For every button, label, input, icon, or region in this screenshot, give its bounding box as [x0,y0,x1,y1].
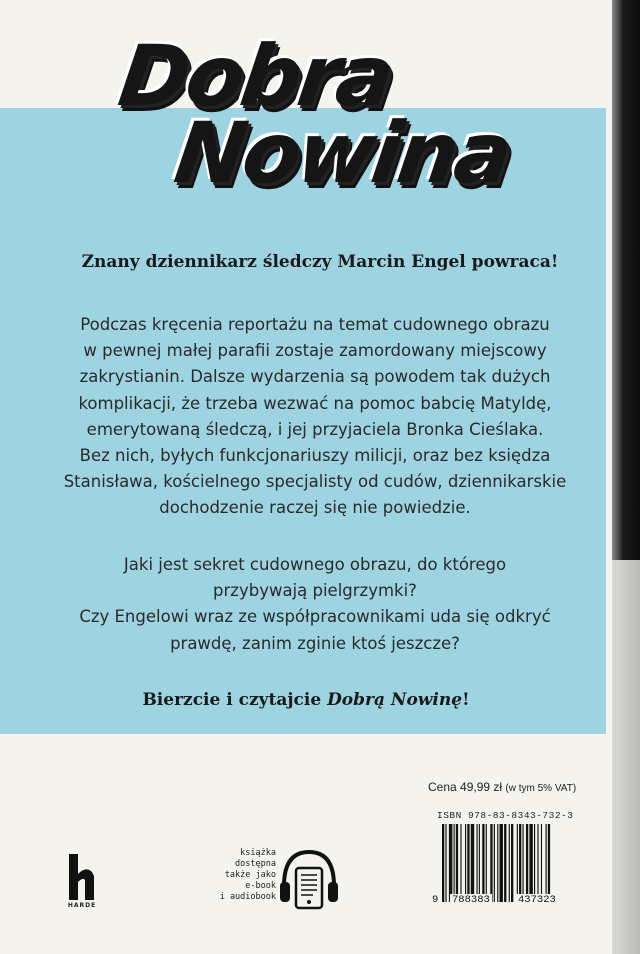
book-title [113,27,540,238]
blurb-line: Stanisława, kościelnego specjalisty od cudów, dziennikarskie [63,472,567,492]
barcode-bar [465,824,466,902]
barcode-bar [500,824,503,902]
blurb-paragraph-2 [60,552,570,657]
blurb-line: emerytowaną śledczą, i jej przyjaciela Bronka Cieślaka. [86,419,544,439]
barcode-bar [546,824,547,902]
barcode-bar [509,824,510,902]
availability-line: i audiobook [219,892,276,902]
barcode-bar [519,824,521,902]
closing-prefix: Bierzcie i czytajcie [142,690,328,710]
barcode-bar [494,824,495,902]
closing-suffix: ! [462,690,470,710]
barcode-bar [445,824,446,902]
barcode-bar [456,824,458,902]
barcode-bar [479,824,480,902]
availability-note [206,848,276,903]
barcode-bar [449,824,452,902]
barcode-digit-first: 9 [432,894,439,906]
closing-title: Dobrą Nowinę [327,690,463,710]
barcode-bar [460,824,461,902]
barcode [436,824,586,902]
barcode-bar [548,824,550,902]
blurb-line: komplikacji, że trzeba wezwać na pomoc babcię Matyldę, [78,393,552,413]
barcode-bar [454,824,455,902]
blurb-line: przybywają pielgrzymki? [213,581,417,601]
barcode-bar [511,824,513,902]
barcode-bar [517,824,518,902]
barcode-bar [477,824,478,902]
headline: Znany dziennikarz śledczy Marcin Engel powraca! [81,252,559,272]
title-line-1: Dobra [113,27,398,125]
barcode-bar [486,824,487,902]
availability-line: także jako [224,870,276,880]
barcode-bar [467,824,469,902]
barcode-bar [537,824,538,902]
blurb-paragraph-1 [60,312,570,522]
barcode-bar [504,824,506,902]
headphones-ereader-icon [276,842,342,918]
availability-line: e-book [245,881,276,891]
publisher-name: HARDE [67,902,97,909]
title-line-2: Nowina [169,104,516,203]
barcode-bar [490,824,492,902]
availability-line: dostępna [235,859,276,869]
blurb-line: Bez nich, byłych funkcjonariuszy milicji, oraz bez księdza [79,446,551,466]
barcode-bar [529,824,532,902]
blurb-line: Podczas kręcenia reportażu na temat cudownego obrazu [80,315,550,334]
barcode-bar [523,824,524,902]
blurb-line: prawdę, zanim zginie ktoś jeszcze? [170,633,460,653]
price [428,780,576,794]
barcode-digit-group-2: 437323 [518,894,556,906]
barcode-bar [482,824,484,902]
blurb-line: w pewnej małej parafii zostaje zamordowany miejscowy [83,341,547,361]
price-vat: (w tym 5% VAT) [505,783,577,794]
blurb-line: Czy Engelowi wraz ze współpracownikami uda się odkryć [79,607,551,627]
blurb-line: zakrystianin. Dalsze wydarzenia są powodem tak dużych [79,367,551,387]
barcode-bar [534,824,535,902]
barcode-bar [541,824,542,902]
barcode-bar [442,824,444,902]
blurb-line: Jaki jest sekret cudownego obrazu, do którego [123,555,507,574]
barcode-bar [526,824,528,902]
isbn-text: ISBN 978-83-8343-732-3 [437,810,574,821]
closing-line [0,690,612,710]
barcode-digit-group-1: 788383 [452,894,490,906]
price-label: Cena 49,99 zł [428,780,503,794]
availability-line: książka [240,848,276,858]
blurb-line: dochodzenie raczej się nie powiedzie. [159,498,471,518]
barcode-bar [471,824,474,902]
barcode-digits [430,894,590,912]
page-edge [612,560,640,954]
barcode-bar [497,824,498,902]
